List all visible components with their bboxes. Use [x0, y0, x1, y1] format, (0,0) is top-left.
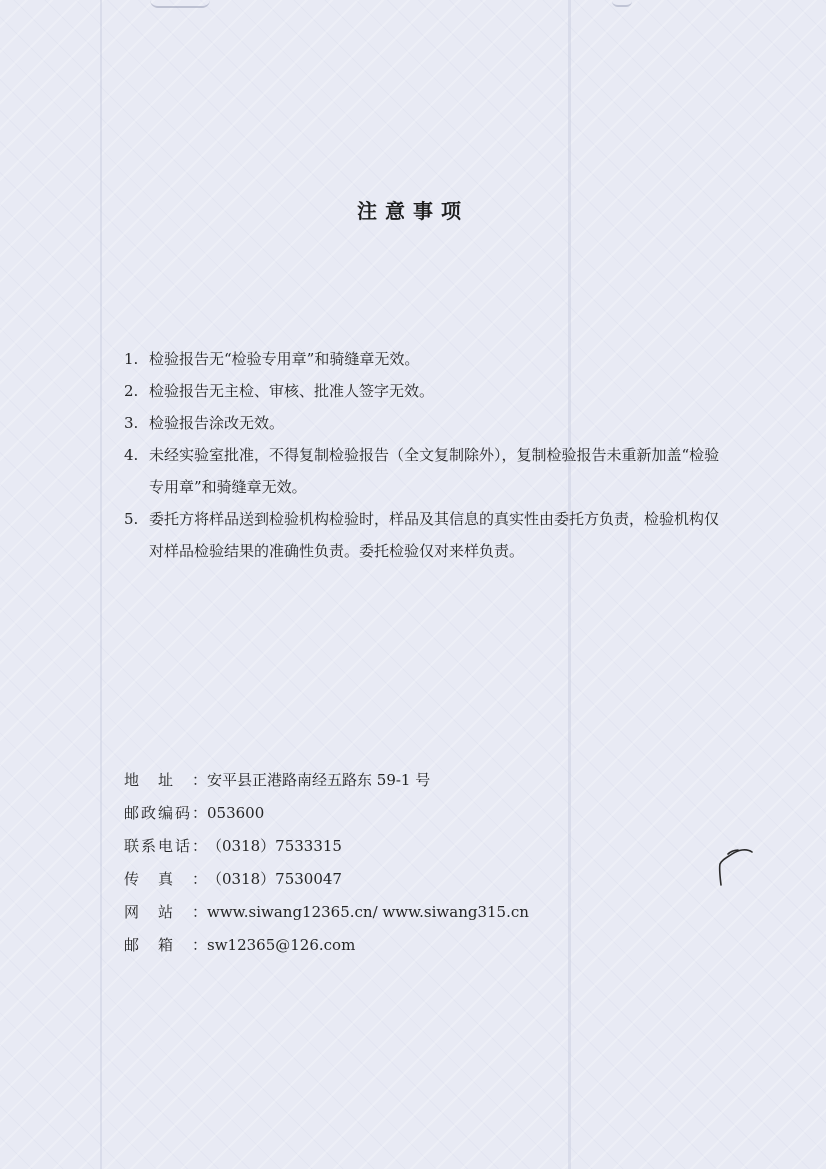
- contact-value: 053600: [207, 804, 265, 822]
- note-number: 1.: [124, 350, 139, 368]
- list-item: [124, 439, 724, 503]
- note-number: 3.: [124, 414, 139, 432]
- contact-value: （0318）7533315: [207, 837, 342, 855]
- note-text: 委托方将样品送到检验机构检验时，样品及其信息的真实性由委托方负责，检验机构仅对样品检验结果的准确性负责。委托检验仅对来样负责。: [149, 510, 720, 560]
- scan-artifact: [612, 0, 632, 7]
- handwritten-mark: [712, 842, 756, 890]
- contact-website: [124, 896, 624, 929]
- scan-artifact: [150, 0, 210, 8]
- note-number: 2.: [124, 382, 139, 400]
- page-title: 注意事项: [357, 199, 469, 223]
- list-item: [124, 375, 724, 407]
- notes-list: [124, 343, 724, 567]
- note-number: 4.: [124, 446, 139, 464]
- contact-fax: [124, 863, 624, 896]
- note-text: 检验报告无主检、审核、批准人签字无效。: [149, 382, 435, 400]
- fold-line: [568, 0, 571, 1169]
- contact-value: www.siwang12365.cn/ www.siwang315.cn: [207, 903, 529, 921]
- contact-label: 传真：: [124, 870, 207, 888]
- note-text: 检验报告涂改无效。: [149, 414, 285, 432]
- contact-label: 网站：: [124, 903, 207, 921]
- contact-value: sw12365@126.com: [207, 936, 356, 954]
- note-text: 未经实验室批准，不得复制检验报告（全文复制除外），复制检验报告未重新加盖“检验专用章”和骑缝章无效。: [149, 446, 720, 496]
- contact-address: [124, 764, 624, 797]
- contact-label: 地址：: [124, 771, 207, 789]
- contact-phone: [124, 830, 624, 863]
- list-item: [124, 343, 724, 375]
- fold-line: [100, 0, 102, 1169]
- list-item: [124, 503, 724, 567]
- contact-email: [124, 929, 624, 962]
- list-item: [124, 407, 724, 439]
- contact-label: 邮政编码：: [124, 804, 207, 822]
- contact-info: [124, 764, 624, 962]
- contact-postcode: [124, 797, 624, 830]
- note-text: 检验报告无“检验专用章”和骑缝章无效。: [149, 350, 420, 368]
- contact-label: 邮箱：: [124, 936, 207, 954]
- note-number: 5.: [124, 510, 139, 528]
- contact-value: 安平县正港路南经五路东 59-1 号: [207, 771, 431, 789]
- contact-label: 联系电话：: [124, 837, 207, 855]
- contact-value: （0318）7530047: [207, 870, 342, 888]
